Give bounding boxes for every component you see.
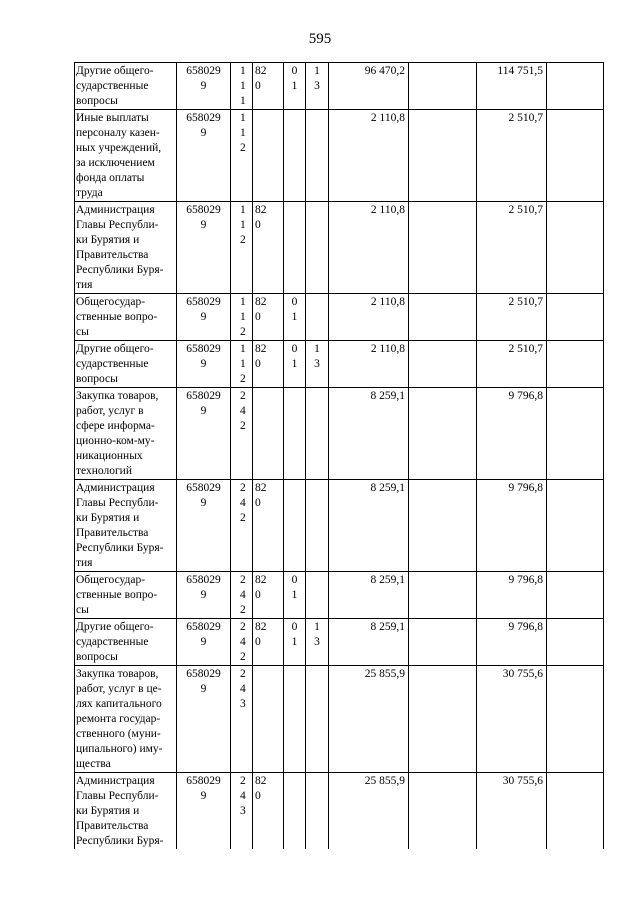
cell-v2: 9 796,8	[477, 572, 547, 619]
cell-name: Другие общего- сударственные вопросы	[75, 63, 177, 110]
cell-pr: 1 3	[306, 63, 329, 110]
cell-vr: 2 4 2	[231, 572, 253, 619]
cell-pr: 1 3	[306, 619, 329, 666]
cell-csr: 658029 9	[177, 202, 231, 294]
cell-empty	[409, 388, 477, 480]
cell-grbs: 82 0	[253, 480, 284, 572]
cell-grbs: 82 0	[253, 341, 284, 388]
cell-pr	[306, 773, 329, 850]
cell-v1: 2 110,8	[329, 294, 409, 341]
cell-csr: 658029 9	[177, 341, 231, 388]
cell-empty	[547, 666, 604, 773]
table-row	[75, 572, 604, 619]
cell-csr: 658029 9	[177, 773, 231, 850]
cell-v1: 25 855,9	[329, 773, 409, 850]
table-body	[75, 63, 604, 850]
cell-vr: 1 1 1	[231, 63, 253, 110]
cell-rz	[284, 388, 306, 480]
cell-empty	[409, 63, 477, 110]
cell-empty	[547, 388, 604, 480]
table-row	[75, 63, 604, 110]
cell-empty	[547, 572, 604, 619]
cell-v2: 9 796,8	[477, 480, 547, 572]
cell-empty	[409, 666, 477, 773]
cell-v2: 2 510,7	[477, 294, 547, 341]
cell-vr: 2 4 2	[231, 388, 253, 480]
cell-empty	[409, 572, 477, 619]
cell-empty	[547, 202, 604, 294]
cell-csr: 658029 9	[177, 666, 231, 773]
cell-grbs: 82 0	[253, 619, 284, 666]
cell-v2: 2 510,7	[477, 110, 547, 202]
cell-rz	[284, 110, 306, 202]
cell-v1: 2 110,8	[329, 341, 409, 388]
cell-csr: 658029 9	[177, 388, 231, 480]
cell-name: Администрация Главы Республи- ки Бурятия и Правительства Республики Буря- тия	[75, 202, 177, 294]
cell-csr: 658029 9	[177, 619, 231, 666]
cell-grbs	[253, 666, 284, 773]
cell-rz	[284, 773, 306, 850]
cell-vr: 2 4 3	[231, 773, 253, 850]
cell-v2: 9 796,8	[477, 388, 547, 480]
cell-rz: 0 1	[284, 294, 306, 341]
cell-name: Администрация Главы Республи- ки Бурятия и Правительства Республики Буря- тия	[75, 480, 177, 572]
cell-rz	[284, 480, 306, 572]
cell-name: Другие общего- сударственные вопросы	[75, 619, 177, 666]
cell-rz: 0 1	[284, 572, 306, 619]
cell-v2: 9 796,8	[477, 619, 547, 666]
table-row	[75, 341, 604, 388]
cell-pr: 1 3	[306, 341, 329, 388]
cell-grbs	[253, 388, 284, 480]
table-row	[75, 202, 604, 294]
cell-csr: 658029 9	[177, 110, 231, 202]
cell-name: Общегосудар- ственные вопро- сы	[75, 294, 177, 341]
cell-grbs: 82 0	[253, 773, 284, 850]
cell-v2: 114 751,5	[477, 63, 547, 110]
cell-csr: 658029 9	[177, 294, 231, 341]
table-row	[75, 388, 604, 480]
cell-rz	[284, 666, 306, 773]
cell-v1: 2 110,8	[329, 110, 409, 202]
cell-grbs: 82 0	[253, 63, 284, 110]
cell-empty	[409, 294, 477, 341]
cell-csr: 658029 9	[177, 480, 231, 572]
cell-csr: 658029 9	[177, 63, 231, 110]
cell-empty	[409, 341, 477, 388]
cell-rz: 0 1	[284, 619, 306, 666]
cell-vr: 2 4 3	[231, 666, 253, 773]
cell-empty	[409, 773, 477, 850]
page-number: 595	[308, 31, 332, 47]
cell-name: Администрация Главы Республи- ки Бурятия и Правительства Республики Буря-	[75, 773, 177, 850]
table-row	[75, 619, 604, 666]
cell-vr: 1 1 2	[231, 202, 253, 294]
cell-pr	[306, 666, 329, 773]
cell-grbs: 82 0	[253, 202, 284, 294]
cell-csr: 658029 9	[177, 572, 231, 619]
cell-empty	[409, 619, 477, 666]
cell-rz: 0 1	[284, 341, 306, 388]
cell-empty	[547, 480, 604, 572]
cell-v1: 8 259,1	[329, 480, 409, 572]
cell-pr	[306, 294, 329, 341]
cell-v2: 2 510,7	[477, 341, 547, 388]
cell-name: Общегосудар- ственные вопро- сы	[75, 572, 177, 619]
cell-pr	[306, 202, 329, 294]
table-row	[75, 666, 604, 773]
cell-vr: 2 4 2	[231, 619, 253, 666]
cell-empty	[409, 202, 477, 294]
cell-v2: 30 755,6	[477, 666, 547, 773]
cell-pr	[306, 480, 329, 572]
table-row	[75, 110, 604, 202]
cell-name: Закупка товаров, работ, услуг в сфере информа- ционно-ком-му- никационных технологий	[75, 388, 177, 480]
cell-v1: 8 259,1	[329, 388, 409, 480]
cell-empty	[409, 480, 477, 572]
cell-vr: 1 1 2	[231, 341, 253, 388]
cell-grbs	[253, 110, 284, 202]
cell-vr: 2 4 2	[231, 480, 253, 572]
table-row	[75, 480, 604, 572]
cell-name: Другие общего- сударственные вопросы	[75, 341, 177, 388]
cell-empty	[547, 341, 604, 388]
cell-pr	[306, 388, 329, 480]
cell-pr	[306, 572, 329, 619]
cell-v1: 2 110,8	[329, 202, 409, 294]
cell-v1: 8 259,1	[329, 619, 409, 666]
cell-name: Иные выплаты персоналу казен- ных учреждений, за исключением фонда оплаты труда	[75, 110, 177, 202]
cell-v1: 8 259,1	[329, 572, 409, 619]
cell-v2: 2 510,7	[477, 202, 547, 294]
cell-empty	[547, 619, 604, 666]
cell-v2: 30 755,6	[477, 773, 547, 850]
cell-empty	[547, 773, 604, 850]
cell-empty	[547, 294, 604, 341]
cell-vr: 1 1 2	[231, 294, 253, 341]
budget-table	[74, 62, 604, 849]
cell-v1: 25 855,9	[329, 666, 409, 773]
cell-grbs: 82 0	[253, 294, 284, 341]
cell-grbs: 82 0	[253, 572, 284, 619]
cell-rz	[284, 202, 306, 294]
cell-empty	[547, 110, 604, 202]
cell-vr: 1 1 2	[231, 110, 253, 202]
cell-pr	[306, 110, 329, 202]
table-row	[75, 294, 604, 341]
table-row	[75, 773, 604, 850]
cell-rz: 0 1	[284, 63, 306, 110]
cell-empty	[409, 110, 477, 202]
cell-empty	[547, 63, 604, 110]
cell-v1: 96 470,2	[329, 63, 409, 110]
cell-name: Закупка товаров, работ, услуг в це- лях капитального ремонта государ- ственного (муни- ципального) иму- щества	[75, 666, 177, 773]
